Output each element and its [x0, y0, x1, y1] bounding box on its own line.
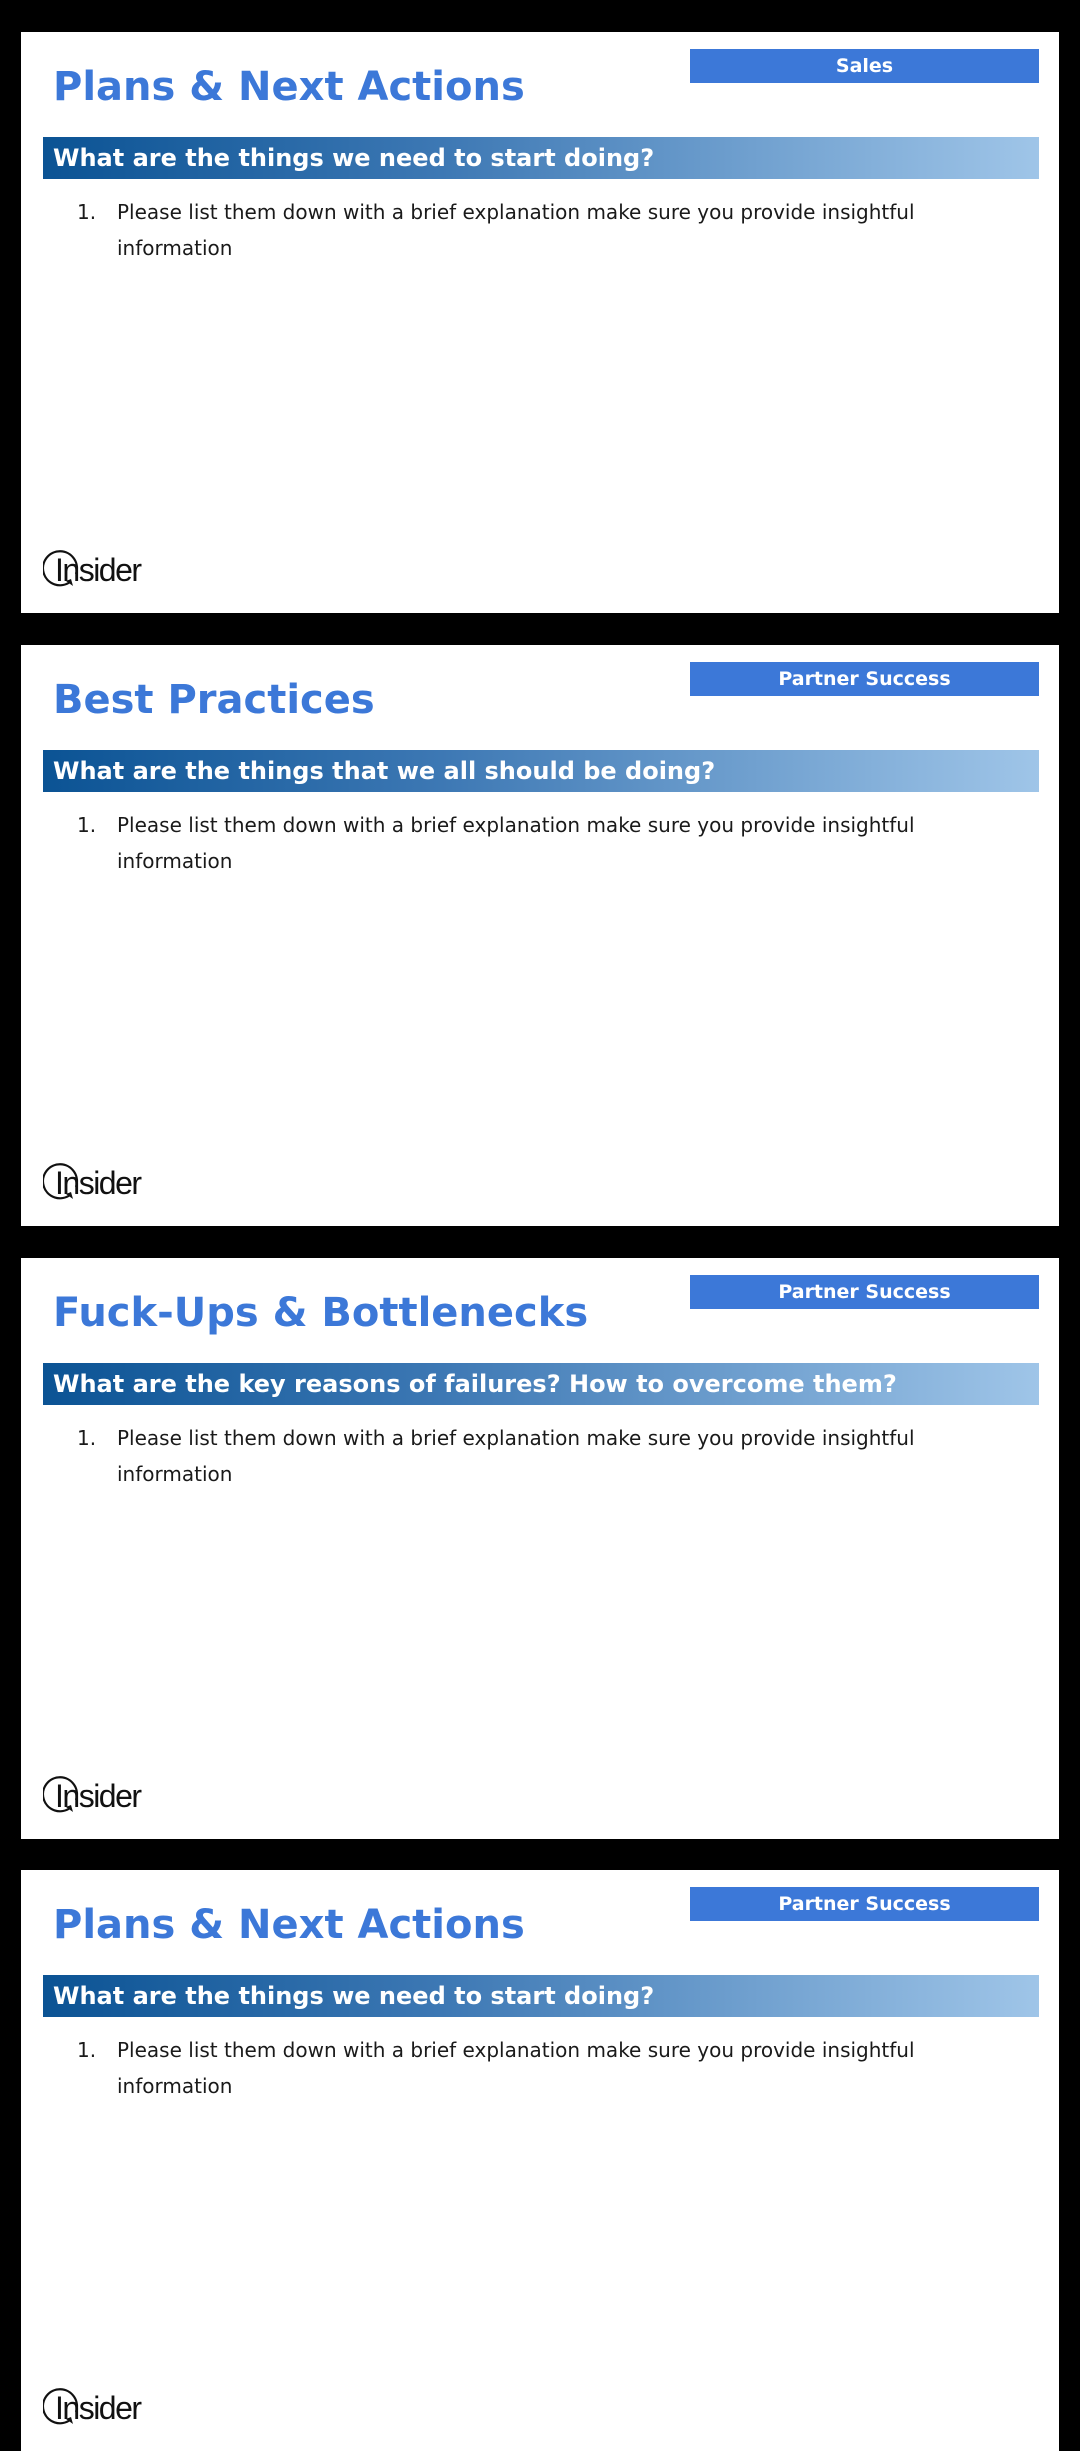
- numbered-list: [77, 807, 977, 879]
- question-banner: [43, 1363, 1039, 1405]
- logo-text: Insider: [55, 552, 141, 588]
- list-item-text: Please list them down with a brief explanation make sure you provide insightful information: [117, 813, 915, 873]
- question-banner: [43, 137, 1039, 179]
- list-item-text: Please list them down with a brief explanation make sure you provide insightful information: [117, 2038, 915, 2098]
- question-text: What are the key reasons of failures? How to overcome them?: [53, 1370, 897, 1398]
- numbered-list: [77, 1420, 977, 1492]
- insider-logo-icon: [43, 546, 153, 594]
- department-tag: Sales: [690, 49, 1039, 83]
- logo-text: Insider: [55, 1778, 141, 1814]
- department-tag: Partner Success: [690, 1275, 1039, 1309]
- question-banner: [43, 750, 1039, 792]
- slide-2[interactable]: [21, 645, 1059, 1226]
- list-item: [77, 194, 977, 266]
- logo-text: Insider: [55, 1165, 141, 1201]
- question-text: What are the things that we all should be doing?: [53, 757, 716, 785]
- logo-text: Insider: [55, 2390, 141, 2426]
- slide-title: Best Practices: [53, 677, 375, 723]
- insider-logo-icon: [43, 1159, 153, 1207]
- insider-logo-icon: [43, 1772, 153, 1820]
- slide-title: Fuck-Ups & Bottlenecks: [53, 1290, 589, 1336]
- slide-3[interactable]: [21, 1258, 1059, 1839]
- question-text: What are the things we need to start doing?: [53, 1982, 655, 2010]
- slide-1[interactable]: [21, 32, 1059, 613]
- question-text: What are the things we need to start doing?: [53, 144, 655, 172]
- list-item-number: 1.: [77, 813, 97, 837]
- list-item: [77, 807, 977, 879]
- numbered-list: [77, 194, 977, 266]
- list-item-text: Please list them down with a brief explanation make sure you provide insightful information: [117, 1426, 915, 1486]
- insider-logo-icon: [43, 2384, 153, 2432]
- list-item-number: 1.: [77, 200, 97, 224]
- question-banner: [43, 1975, 1039, 2017]
- list-item-number: 1.: [77, 1426, 97, 1450]
- department-tag: Partner Success: [690, 1887, 1039, 1921]
- slide-title: Plans & Next Actions: [53, 64, 525, 110]
- list-item-text: Please list them down with a brief explanation make sure you provide insightful information: [117, 200, 915, 260]
- list-item-number: 1.: [77, 2038, 97, 2062]
- department-tag: Partner Success: [690, 662, 1039, 696]
- slide-title: Plans & Next Actions: [53, 1902, 525, 1948]
- slide-4[interactable]: [21, 1870, 1059, 2451]
- list-item: [77, 2032, 977, 2104]
- list-item: [77, 1420, 977, 1492]
- numbered-list: [77, 2032, 977, 2104]
